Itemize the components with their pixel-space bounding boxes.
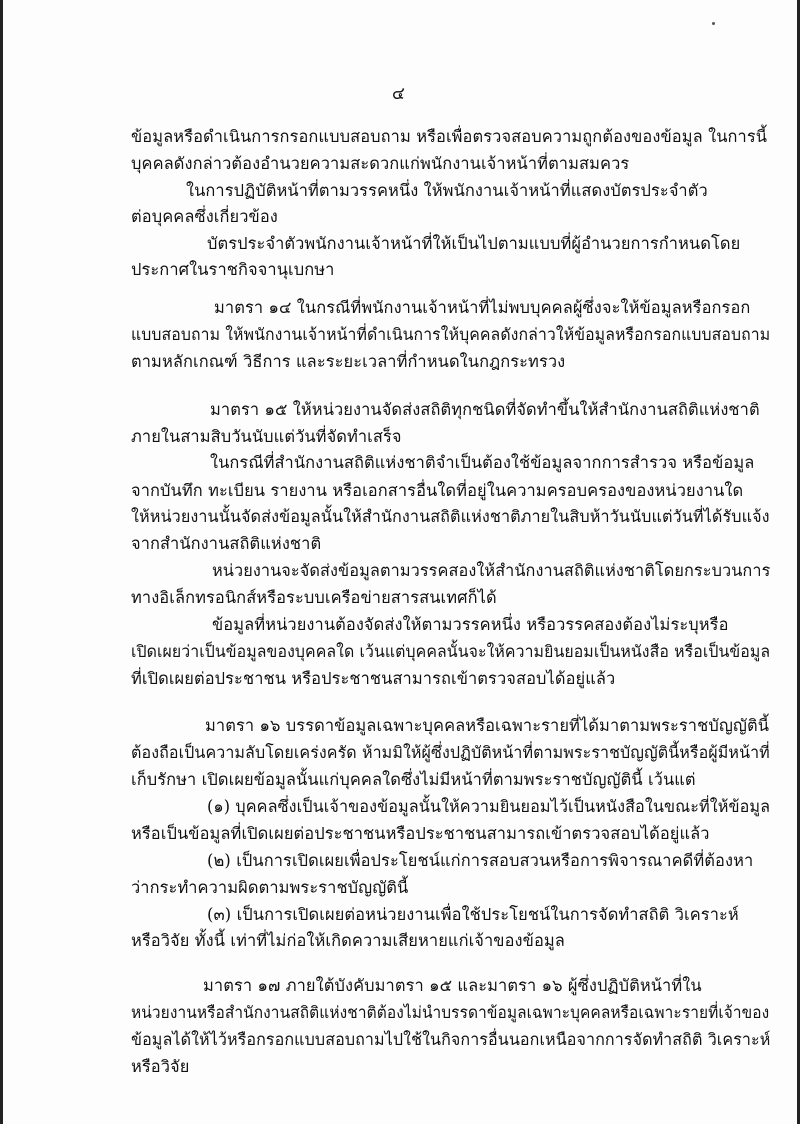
text-line: จากสำนักงานสถิติแห่งชาติ <box>131 534 322 553</box>
list-item-line: (๓) เป็นการเปิดเผยต่อหน่วยงานเพื่อใช้ประโยชน์ในการจัดทำสถิติ วิเคราะห์ <box>207 905 739 924</box>
text-line: หน่วยงานจะจัดส่งข้อมูลตามวรรคสองให้สำนักงานสถิติแห่งชาติโดยกระบวนการ <box>212 561 771 580</box>
scan-speck <box>712 22 715 25</box>
text-line: ประกาศในราชกิจจานุเบกษา <box>131 260 335 279</box>
list-item-line: (๒) เป็นการเปิดเผยเพื่อประโยชน์แก่การสอบสวนหรือการพิจารณาคดีที่ต้องหา <box>207 851 754 870</box>
text-line: ในกรณีที่สำนักงานสถิติแห่งชาติจำเป็นต้องใช้ข้อมูลจากการสำรวจ หรือข้อมูล <box>210 453 755 472</box>
text-line: ข้อมูลได้ให้ไว้หรือกรอกแบบสอบถามไปใช้ในกิจการอื่นนอกเหนือจากการจัดทำสถิติ วิเคราะห์ <box>131 1030 771 1049</box>
page-number: ๔ <box>392 84 405 104</box>
text-line: เก็บรักษา เปิดเผยข้อมูลนั้นแก่บุคคลใดซึ่งไม่มีหน้าที่ตามพระราชบัญญัตินี้ เว้นแต่ <box>131 770 696 789</box>
text-line: ข้อมูลหรือดำเนินการกรอกแบบสอบถาม หรือเพื่อตรวจสอบความถูกต้องของข้อมูล ในการนี้ <box>131 127 768 146</box>
text-line: หรือวิจัย <box>131 1057 190 1076</box>
text-line: แบบสอบถาม ให้พนักงานเจ้าหน้าที่ดำเนินการให้บุคคลดังกล่าวให้ข้อมูลหรือกรอกแบบสอบถาม <box>131 325 771 344</box>
text-line: ต้องถือเป็นความลับโดยเคร่งครัด ห้ามมิให้ผู้ซึ่งปฏิบัติหน้าที่ตามพระราชบัญญัตินี้หรือผู้มีหน้าที่ <box>131 743 770 762</box>
text-line: หรือวิจัย ทั้งนี้ เท่าที่ไม่ก่อให้เกิดความเสียหายแก่เจ้าของข้อมูล <box>131 931 565 950</box>
text-line: หรือเป็นข้อมูลที่เปิดเผยต่อประชาชนหรือประชาชนสามารถเข้าตรวจสอบได้อยู่แล้ว <box>131 824 710 843</box>
text-line: ต่อบุคคลซึ่งเกี่ยวข้อง <box>131 207 278 226</box>
text-line: ตามหลักเกณฑ์ วิธีการ และระยะเวลาที่กำหนดในกฎกระทรวง <box>131 352 566 371</box>
text-line: ว่ากระทำความผิดตามพระราชบัญญัตินี้ <box>131 878 409 897</box>
section-heading-line: มาตรา ๑๕ ให้หน่วยงานจัดส่งสถิติทุกชนิดที่จัดทำขึ้นให้สำนักงานสถิติแห่งชาติ <box>210 400 760 419</box>
text-line: บัตรประจำตัวพนักงานเจ้าหน้าที่ให้เป็นไปตามแบบที่ผู้อำนวยการกำหนดโดย <box>207 234 741 253</box>
text-line: ข้อมูลที่หน่วยงานต้องจัดส่งให้ตามวรรคหนึ่ง หรือวรรคสองต้องไม่ระบุหรือ <box>212 615 729 634</box>
text-line: เปิดเผยว่าเป็นข้อมูลของบุคคลใด เว้นแต่บุคคลนั้นจะให้ความยินยอมเป็นหนังสือ หรือเป็นข้อมูล <box>131 642 771 661</box>
scan-left-edge <box>0 0 3 1124</box>
text-line: บุคคลดังกล่าวต้องอำนวยความสะดวกแก่พนักงานเจ้าหน้าที่ตามสมควร <box>131 154 630 173</box>
text-line: ภายในสามสิบวันนับแต่วันที่จัดทำเสร็จ <box>131 427 402 446</box>
text-line: ในการปฏิบัติหน้าที่ตามวรรคหนึ่ง ให้พนักงานเจ้าหน้าที่แสดงบัตรประจำตัว <box>186 181 708 200</box>
text-line: ที่เปิดเผยต่อประชาชน หรือประชาชนสามารถเข้าตรวจสอบได้อยู่แล้ว <box>131 669 616 688</box>
section-heading-line: มาตรา ๑๖ บรรดาข้อมูลเฉพาะบุคคลหรือเฉพาะรายที่ได้มาตามพระราชบัญญัตินี้ <box>205 716 770 735</box>
list-item-line: (๑) บุคคลซึ่งเป็นเจ้าของข้อมูลนั้นให้ความยินยอมไว้เป็นหนังสือในขณะที่ให้ข้อมูล <box>207 797 771 816</box>
section-heading-line: มาตรา ๑๗ ภายใต้บังคับมาตรา ๑๕ และมาตรา ๑๖ ผู้ซึ่งปฏิบัติหน้าที่ใน <box>203 976 702 995</box>
section-heading-line: มาตรา ๑๔ ในกรณีที่พนักงานเจ้าหน้าที่ไม่พบบุคคลผู้ซึ่งจะให้ข้อมูลหรือกรอก <box>214 298 751 317</box>
text-line: ให้หน่วยงานนั้นจัดส่งข้อมูลนั้นให้สำนักงานสถิติแห่งชาติภายในสิบห้าวันนับแต่วันที่ได้รับแจ้ง <box>131 507 770 526</box>
text-line: หน่วยงานหรือสำนักงานสถิติแห่งชาติต้องไม่นำบรรดาข้อมูลเฉพาะบุคคลหรือเฉพาะรายที่เจ้าของ <box>131 1003 770 1022</box>
text-line: จากบันทึก ทะเบียน รายงาน หรือเอกสารอื่นใดที่อยู่ในความครอบครองของหน่วยงานใด <box>131 481 744 500</box>
text-line: ทางอิเล็กทรอนิกส์หรือระบบเครือข่ายสารสนเทศก็ได้ <box>131 588 497 607</box>
